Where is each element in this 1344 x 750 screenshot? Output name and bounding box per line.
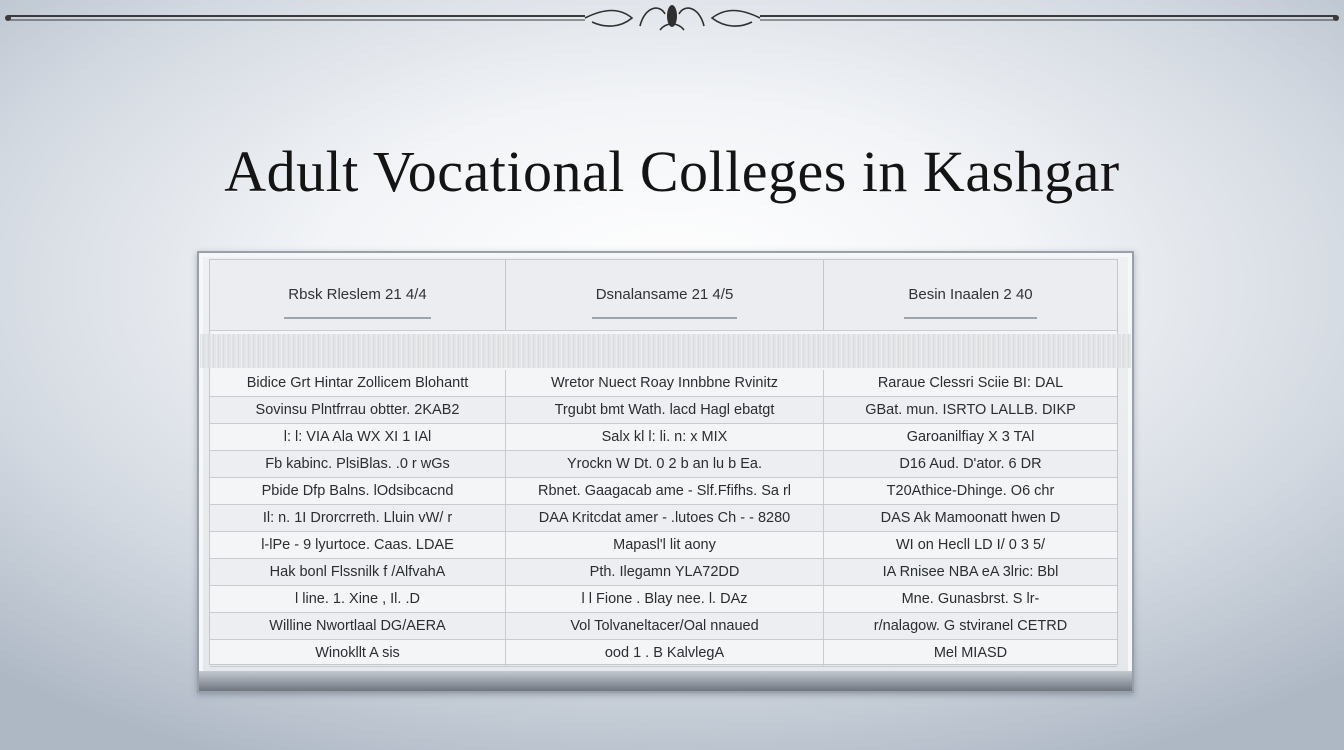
table-cell: Pbide Dfp Balns. lOdsibcacnd <box>210 478 506 504</box>
table-cell: DAS Ak Mamoonatt hwen D <box>880 510 1061 526</box>
table-row <box>210 586 1117 613</box>
table-cell: Mapasl'l lit aony <box>506 532 824 558</box>
column-header: Besin Inaalen 2 40 <box>824 260 1117 330</box>
table-cell: Raraue Clessri Sciie BI: DAL <box>877 375 1064 391</box>
column-header: Dsnalansame 21 4/5 <box>506 260 824 330</box>
table-cell: Il: n. 1I Drorcrreth. Lluin vW/ r <box>210 505 506 531</box>
table-cell: T20Athice-Dhinge. O6 chr <box>886 483 1055 499</box>
table-cell: l line. 1. Xine , Il. .D <box>210 586 506 612</box>
table-cell: Rbnet. Gaagacab ame - Slf.Ffifhs. Sa rl <box>506 478 824 504</box>
table-cell: Yrockn W Dt. 0 2 b an lu b Ea. <box>506 451 824 477</box>
table-cell: Pth. Ilegamn YLA72DD <box>506 559 824 585</box>
page-title: Adult Vocational Colleges in Kashgar <box>224 139 1120 204</box>
table-cell: Hak bonl Flssnilk f /AlfvahA <box>210 559 506 585</box>
table-row <box>210 613 1117 640</box>
table-row <box>210 559 1117 586</box>
table-cell: DAA Kritcdat amer - .lutoes Ch - - 8280 <box>506 505 824 531</box>
table-cell: GBat. mun. ISRTO LALLB. DIKP <box>865 402 1076 418</box>
table-row <box>210 532 1117 559</box>
table-cell: WI on Hecll LD I/ 0 3 5/ <box>895 537 1046 553</box>
table-row <box>210 370 1117 397</box>
table-row <box>210 451 1117 478</box>
table-cell: r/nalagow. G stviranel CETRD <box>873 618 1068 634</box>
table-cell: Wretor Nuect Roay Innbbne Rvinitz <box>506 370 824 396</box>
table-header-row <box>210 260 1117 331</box>
table-cell: Mel MIASD <box>933 645 1008 661</box>
table-row <box>210 640 1117 667</box>
table-body <box>210 370 1117 667</box>
table-cell: D16 Aud. D'ator. 6 DR <box>899 456 1042 472</box>
table-cell: l l Fione . Blay nee. l. DAz <box>506 586 824 612</box>
table-cell: Winokllt A sis <box>210 640 506 666</box>
table-cell: l-lPe - 9 lyurtoce. Caas. LDAE <box>210 532 506 558</box>
table-cell: Vol Tolvaneltacer/Oal nnaued <box>506 613 824 639</box>
table-cell: Trgubt bmt Wath. lacd Hagl ebatgt <box>506 397 824 423</box>
table-cell: Mne. Gunasbrst. S lr- <box>901 591 1040 607</box>
column-header: Rbsk Rleslem 21 4/4 <box>210 260 506 330</box>
table-cell: Sovinsu Plntfrrau obtter. 2KAB2 <box>210 397 506 423</box>
colleges-table <box>197 251 1134 693</box>
table-row <box>210 397 1117 424</box>
header-separator-band <box>200 334 1131 368</box>
table-row <box>210 505 1117 532</box>
table-cell: Bidice Grt Hintar Zollicem Blohantt <box>210 370 506 396</box>
decorative-divider <box>0 0 1344 40</box>
table-cell: Garoanilfiay X 3 TAl <box>906 429 1035 445</box>
table-cell: Salx kl l: li. n: x MIX <box>506 424 824 450</box>
table-cell: l: l: VIA Ala WX XI 1 IAl <box>210 424 506 450</box>
table-cell: ood 1 . B KalvlegA <box>506 640 824 666</box>
table-cell: IA Rnisee NBA eA 3lric: Bbl <box>882 564 1059 580</box>
table-row <box>210 424 1117 451</box>
table-row <box>210 478 1117 505</box>
table-cell: Fb kabinc. PlsiBlas. .0 r wGs <box>210 451 506 477</box>
table-cell: Willine Nwortlaal DG/AERA <box>210 613 506 639</box>
table-frame-base <box>199 671 1132 691</box>
